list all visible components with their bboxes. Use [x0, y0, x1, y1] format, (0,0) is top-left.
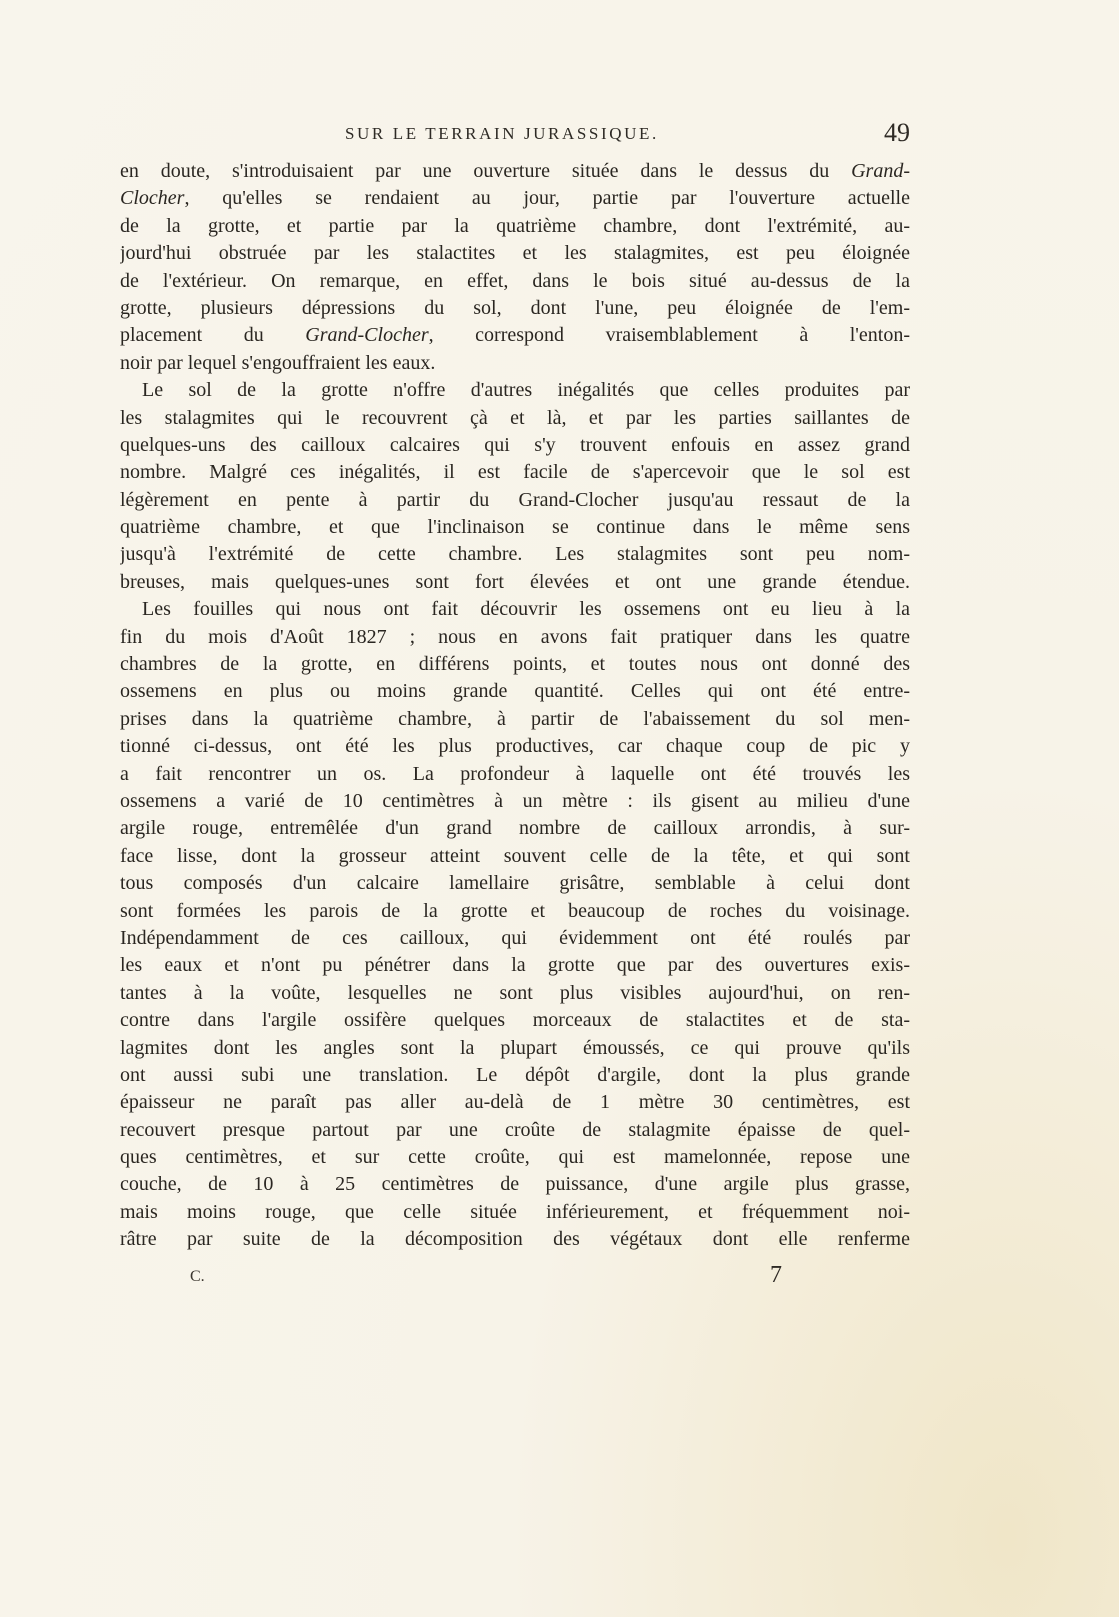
folio-number: 7 — [770, 1262, 782, 1288]
text-line: ques centimètres, et sur cette croûte, qui est mamelonnée, repose une — [120, 1146, 910, 1169]
text-line: nombre. Malgré ces inégalités, il est facile de s'apercevoir que le sol est — [120, 461, 910, 484]
text-line: breuses, mais quelques-unes sont fort élevées et ont une grande étendue. — [120, 570, 910, 593]
text-line: lagmites dont les angles sont la plupart émoussés, ce qui prouve qu'ils — [120, 1036, 910, 1059]
text-line: face lisse, dont la grosseur atteint souvent celle de la tête, et qui sont — [120, 844, 910, 867]
text-line: Les fouilles qui nous ont fait découvrir les ossemens ont eu lieu à la — [142, 598, 910, 621]
text-line: tantes à la voûte, lesquelles ne sont plus visibles aujourd'hui, on ren- — [120, 981, 910, 1004]
text-line: jourd'hui obstruée par les stalactites et les stalagmites, est peu éloignée — [120, 242, 910, 265]
text-line: les eaux et n'ont pu pénétrer dans la grotte que par des ouvertures exis- — [120, 954, 910, 977]
text-line: fin du mois d'Août 1827 ; nous en avons fait pratiquer dans les quatre — [120, 625, 910, 648]
signature-mark: C. — [190, 1268, 205, 1285]
text-line: râtre par suite de la décomposition des végétaux dont elle renferme — [120, 1228, 910, 1251]
running-title: SUR LE TERRAIN JURASSIQUE. — [345, 124, 659, 143]
text-line: jusqu'à l'extrémité de cette chambre. Les stalagmites sont peu nom- — [120, 543, 910, 566]
text-line: recouvert presque partout par une croûte de stalagmite épaisse de quel- — [120, 1118, 910, 1141]
text-line: chambres de la grotte, en différens points, et toutes nous ont donné des — [120, 653, 910, 676]
text-line: noir par lequel s'engouffraient les eaux. — [120, 351, 436, 374]
text-line: de l'extérieur. On remarque, en effet, dans le bois situé au-dessus de la — [120, 269, 910, 292]
text-line: contre dans l'argile ossifère quelques morceaux de stalactites et de sta- — [120, 1009, 910, 1032]
text-line: quatrième chambre, et que l'inclinaison se continue dans le même sens — [120, 516, 910, 539]
text-line: ossemens a varié de 10 centimètres à un mètre : ils gisent au milieu d'une — [120, 789, 910, 812]
text-line: tionné ci-dessus, ont été les plus productives, car chaque coup de pic y — [120, 735, 910, 758]
running-head — [120, 118, 910, 148]
text-line: de la grotte, et partie par la quatrième chambre, dont l'extrémité, au- — [120, 214, 910, 237]
text-line: Clocher, qu'elles se rendaient au jour, partie par l'ouverture actuelle — [120, 187, 910, 210]
text-line: sont formées les parois de la grotte et beaucoup de roches du voisinage. — [120, 899, 910, 922]
text-line: tous composés d'un calcaire lamellaire grisâtre, semblable à celui dont — [120, 872, 910, 895]
text-line: légèrement en pente à partir du Grand-Clocher jusqu'au ressaut de la — [120, 488, 910, 511]
page-number: 49 — [884, 118, 910, 147]
text-line: en doute, s'introduisaient par une ouverture située dans le dessus du Grand- — [120, 160, 910, 182]
text-line: prises dans la quatrième chambre, à partir de l'abaissement du sol men- — [120, 707, 910, 730]
text-line: Indépendamment de ces cailloux, qui évidemment ont été roulés par — [120, 926, 910, 949]
place-name-italic: Grand- — [851, 160, 910, 182]
place-name-italic: Grand-Clocher — [305, 324, 429, 347]
text-line: les stalagmites qui le recouvrent çà et là, et par les parties saillantes de — [120, 406, 910, 429]
text-line: placement du Grand-Clocher, correspond vraisemblablement à l'enton- — [120, 324, 910, 347]
place-name-italic: Clocher — [120, 187, 185, 210]
text-line: argile rouge, entremêlée d'un grand nombre de cailloux arrondis, à sur- — [120, 817, 910, 840]
text-line: ont aussi subi une translation. Le dépôt d'argile, dont la plus grande — [120, 1063, 910, 1086]
text-line: couche, de 10 à 25 centimètres de puissance, d'une argile plus grasse, — [120, 1173, 910, 1196]
text-line: quelques-uns des cailloux calcaires qui s'y trouvent enfouis en assez grand — [120, 433, 910, 456]
text-line: grotte, plusieurs dépressions du sol, dont l'une, peu éloignée de l'em- — [120, 296, 910, 319]
text-line: ossemens en plus ou moins grande quantité. Celles qui ont été entre- — [120, 680, 910, 703]
body-text — [120, 158, 910, 1254]
text-line: épaisseur ne paraît pas aller au-delà de 1 mètre 30 centimètres, est — [120, 1091, 910, 1114]
text-line: mais moins rouge, que celle située inférieurement, et fréquemment noi- — [120, 1200, 910, 1223]
text-line: a fait rencontrer un os. La profondeur à laquelle ont été trouvés les — [120, 762, 910, 785]
text-line: Le sol de la grotte n'offre d'autres inégalités que celles produites par — [142, 379, 910, 402]
page-footer — [120, 1262, 910, 1292]
